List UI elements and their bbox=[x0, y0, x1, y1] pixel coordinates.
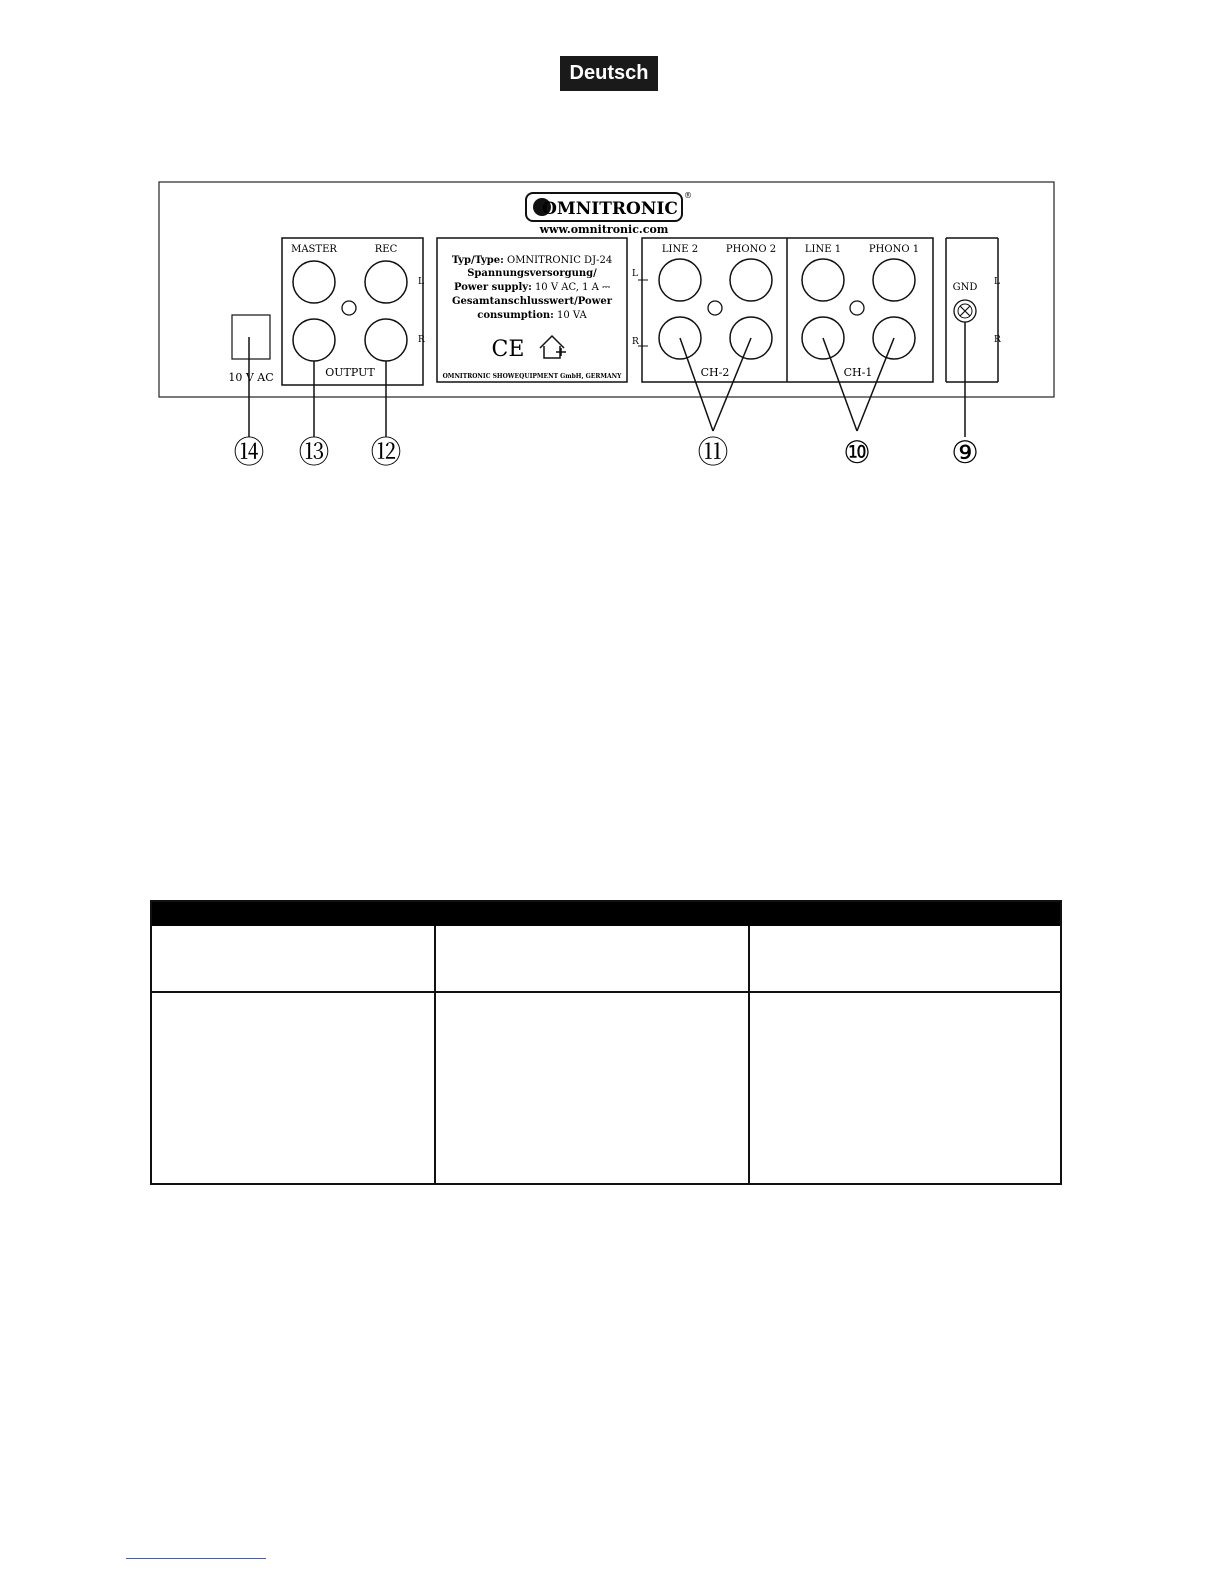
registered-mark: ® bbox=[684, 191, 692, 200]
power-label: 10 V AC bbox=[228, 371, 274, 384]
output-block bbox=[282, 238, 423, 385]
supply-value: 10 V AC, 1 A ⎓ bbox=[531, 282, 611, 293]
supply-key-de: Spannungsversorgung/ bbox=[467, 268, 597, 279]
consumption-key-de: Gesamtanschlusswert/Power bbox=[452, 296, 612, 307]
output-ground-post bbox=[342, 301, 356, 315]
line1-label: LINE 1 bbox=[804, 244, 842, 255]
ch2-ground-post bbox=[708, 301, 722, 315]
brand-logo bbox=[526, 191, 692, 221]
table-column-divider-2 bbox=[748, 926, 750, 1183]
master-left-jack bbox=[293, 261, 335, 303]
indoor-use-icon bbox=[540, 336, 566, 358]
supply-key: Power supply: bbox=[453, 282, 532, 293]
gnd-label: GND bbox=[952, 282, 978, 293]
output-right-marker: R bbox=[418, 335, 425, 345]
callout-13: ⑬ bbox=[298, 435, 330, 471]
line2-left-jack bbox=[659, 259, 701, 301]
line1-left-jack bbox=[802, 259, 844, 301]
rec-left-jack bbox=[365, 261, 407, 303]
svg-text:Power supply: 10 V AC, 1 A ⎓ bbox=[454, 282, 610, 293]
consumption-value: 10 VA bbox=[553, 310, 587, 321]
master-label: MASTER bbox=[291, 244, 337, 255]
table-column-divider-1 bbox=[434, 926, 436, 1183]
spec-table bbox=[150, 900, 1062, 1185]
line2-label: LINE 2 bbox=[661, 244, 699, 255]
power-socket bbox=[232, 315, 270, 359]
rear-panel-diagram bbox=[0, 0, 1224, 480]
table-row-divider bbox=[152, 991, 1060, 993]
ch1-group-label: CH-1 bbox=[843, 366, 873, 379]
callout-10: ⑩ bbox=[843, 435, 871, 471]
type-key: Typ/Type: bbox=[451, 255, 504, 266]
ch2-left-marker: L bbox=[632, 269, 638, 279]
phono2-left-jack bbox=[730, 259, 772, 301]
footnote-rule bbox=[126, 1558, 266, 1559]
callout-9: ⑨ bbox=[951, 435, 979, 471]
manufacturer-label: OMNITRONIC SHOWEQUIPMENT GmbH, GERMANY bbox=[442, 373, 622, 380]
callout-12: ⑫ bbox=[370, 435, 402, 471]
ground-screw-icon bbox=[954, 300, 976, 322]
ch2-right-marker: R bbox=[632, 337, 639, 347]
rec-right-jack bbox=[365, 319, 407, 361]
ce-mark: CE bbox=[491, 337, 525, 362]
phono1-label: PHONO 1 bbox=[868, 244, 920, 255]
ch1-ground-post bbox=[850, 301, 864, 315]
output-group-label: OUTPUT bbox=[325, 366, 375, 379]
rec-label: REC bbox=[374, 244, 398, 255]
ch2-group-label: CH-2 bbox=[700, 366, 730, 379]
master-right-jack bbox=[293, 319, 335, 361]
language-badge: Deutsch bbox=[560, 56, 658, 91]
gnd-left-marker: L bbox=[994, 277, 1000, 287]
gnd-right-marker: R bbox=[994, 335, 1001, 345]
website-label: www.omnitronic.com bbox=[539, 223, 669, 236]
brand-name: OMNITRONIC bbox=[542, 199, 678, 219]
callout-11: ⑪ bbox=[697, 435, 729, 471]
type-value: OMNITRONIC DJ-24 bbox=[503, 255, 613, 266]
callout-14: ⑭ bbox=[233, 435, 265, 471]
output-left-marker: L bbox=[418, 277, 424, 287]
consumption-key: consumption: bbox=[477, 310, 554, 321]
phono1-left-jack bbox=[873, 259, 915, 301]
phono2-label: PHONO 2 bbox=[725, 244, 777, 255]
svg-text:Typ/Type: OMNITRONIC DJ-24 bbox=[452, 255, 612, 266]
table-header-bar bbox=[152, 902, 1060, 926]
svg-text:consumption: 10 VA bbox=[477, 310, 587, 321]
